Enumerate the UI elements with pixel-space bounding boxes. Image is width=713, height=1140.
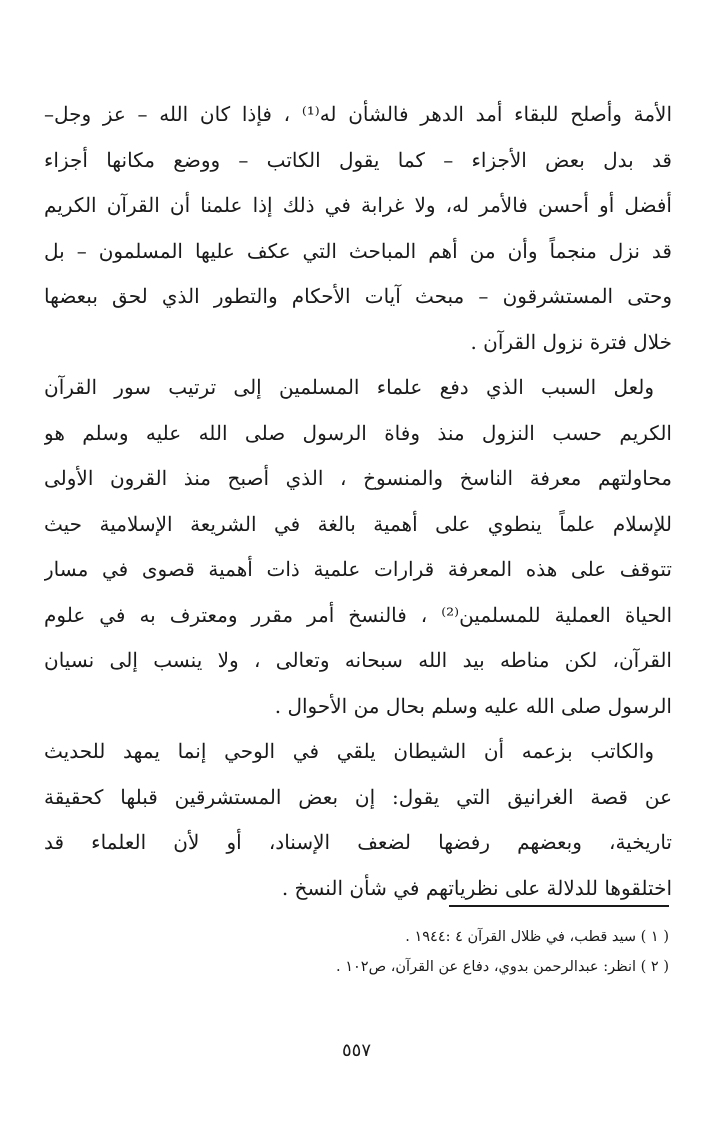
text-line: والكاتب بزعمه أن الشيطان يلقي في الوحي إنما يمهد للحديث (44, 739, 654, 763)
text-line: للإسلام علماً ينطوي على أهمية بالغة في الشريعة الإسلامية حيث (44, 511, 672, 536)
text-line: تتوقف على هذه المعرفة قرارات علمية ذات أهمية قصوى في مسار (44, 557, 672, 581)
main-text (44, 92, 672, 911)
text-line: الحياة العملية للمسلمين⁽²⁾ ، فالنسخ أمر مقرر ومعترف به في علوم (44, 602, 672, 627)
text-line: الأمة وأصلح للبقاء أمد الدهر فالشأن له⁽¹⁾ ، فإذا كان الله – عز وجل– (44, 102, 672, 126)
page-number: ٥٥٧ (341, 1040, 371, 1061)
footnote-2: ( ٢ ) انظر: عبدالرحمن بدوي، دفاع عن القرآن، ص١٠٢ . (335, 959, 669, 975)
text-line: اختلقوها للدلالة على نظرياتهم في شأن النسخ . (281, 875, 672, 900)
text-line: وحتى المستشرقون – مبحث آيات الأحكام والتطور الذي لحق ببعضها (44, 284, 672, 308)
text-line: قد نزل منجماً وأن من أهم المباحث التي عكف عليها المسلمون – بل (44, 238, 672, 263)
footnote-1: ( ١ ) سيد قطب، في ظلال القرآن ٤ :١٩٤٤ . (405, 929, 669, 945)
text-line: خلال فترة نزول القرآن . (470, 329, 672, 354)
text-line: الرسول صلى الله عليه وسلم بحال من الأحوال . (274, 693, 672, 718)
text-line: ولعل السبب الذي دفع علماء المسلمين إلى ترتيب سور القرآن (44, 375, 654, 399)
text-line: الكريم حسب النزول منذ وفاة الرسول صلى الله عليه وسلم هو (44, 420, 672, 445)
text-line: القرآن، لكن مناطه بيد الله سبحانه وتعالى ، ولا ينسب إلى نسيان (44, 648, 672, 672)
text-line: قد بدل بعض الأجزاء – كما يقول الكاتب – ووضع مكانها أجزاء (44, 147, 672, 172)
text-line: عن قصة الغرانيق التي يقول: إن بعض المستشرقين قبلها كحقيقة (44, 784, 672, 809)
text-line: محاولتهم معرفة الناسخ والمنسوخ ، الذي أصبح منذ القرون الأولى (44, 466, 672, 490)
footnotes (249, 922, 669, 982)
text-line: أفضل أو أحسن فالأمر له، ولا غرابة في ذلك إذا علمنا أن القرآن الكريم (44, 193, 672, 217)
footnote-divider (449, 905, 669, 907)
text-line: تاريخية، وبعضهم رفضها لضعف الإسناد، أو لأن العلماء قد (44, 830, 672, 854)
